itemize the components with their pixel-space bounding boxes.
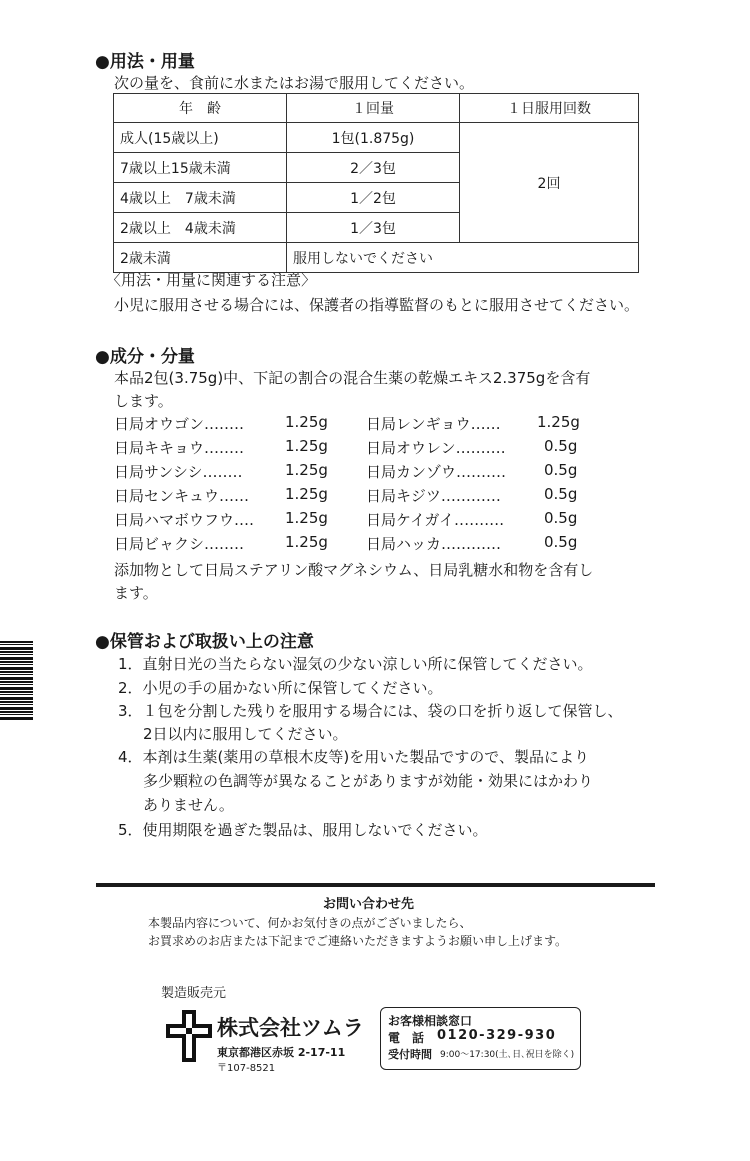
ingredient-name: 日局カンゾウ‥‥‥‥‥: [366, 463, 507, 481]
ingredients-intro-line2: します。: [114, 392, 173, 410]
company-postal: 〒107-8521: [217, 1063, 276, 1074]
ingredient-name: 日局オウゴン‥‥‥‥: [114, 415, 245, 433]
age-cell: 4歳以上 7歳未満: [114, 183, 287, 213]
additive-line1: 添加物として日局ステアリン酸マグネシウム、日局乳糖水和物を含有し: [114, 561, 594, 579]
dose-cell: 1／2包: [287, 183, 460, 213]
table-row: [114, 123, 639, 153]
ingredient-name: 日局サンシシ‥‥‥‥: [114, 463, 243, 481]
contact-title: お問い合わせ先: [323, 897, 415, 912]
ingredient-name: 日局キキョウ‥‥‥‥: [114, 439, 245, 457]
ingredients-heading: ●成分・分量: [95, 347, 195, 367]
company-address: 東京都港区赤坂 2-17-11: [217, 1046, 346, 1059]
company-logo-icon: [166, 1010, 212, 1062]
storage-item-cont: 2日以内に服用してください。: [143, 725, 348, 743]
times-cell: 2回: [460, 123, 639, 243]
ingredient-amount: 1.25g: [285, 533, 328, 551]
ingredient-amount: 0.5g: [544, 437, 578, 455]
ingredient-amount: 1.25g: [537, 413, 580, 431]
ingredient-name: 日局ハマボウフウ‥‥: [114, 511, 255, 529]
storage-heading: ●保管および取扱い上の注意: [95, 632, 314, 652]
storage-item-cont: ありません。: [143, 796, 234, 814]
divider: [96, 883, 655, 887]
dose-cell: 1包(1.875g): [287, 123, 460, 153]
ingredients-intro-line1: 本品2包(3.75g)中、下記の割合の混合生薬の乾燥エキス2.375gを含有: [114, 369, 591, 387]
ingredient-name: 日局レンギョウ‥‥‥: [366, 415, 501, 433]
ingredient-name: 日局キジツ‥‥‥‥‥‥: [366, 487, 501, 505]
contact-line2: お買求めのお店または下記までご連絡いただきますようお願い申し上げます。: [148, 934, 568, 948]
header-age: 年 齢: [114, 94, 287, 123]
table-row: [114, 243, 639, 273]
age-cell: 2歳未満: [114, 243, 287, 273]
company-name: 株式会社ツムラ: [217, 1016, 364, 1040]
usage-note-heading: 〈用法・用量に関連する注意〉: [106, 271, 317, 289]
storage-item: 5．使用期限を過ぎた製品は、服用しないでください。: [118, 821, 488, 839]
hours-label: 受付時間: [388, 1048, 432, 1061]
ingredient-amount: 1.25g: [285, 413, 328, 431]
ingredient-amount: 1.25g: [285, 437, 328, 455]
ingredient-name: 日局ケイガイ‥‥‥‥‥: [366, 511, 505, 529]
phone-number: 0120-329-930: [437, 1028, 557, 1043]
ingredient-name: 日局ビャクシ‥‥‥‥: [114, 535, 245, 553]
usage-heading: ●用法・用量: [95, 52, 195, 72]
table-header-row: [114, 94, 639, 123]
usage-intro: 次の量を、食前に水またはお湯で服用してください。: [114, 74, 475, 92]
ingredient-amount: 1.25g: [285, 461, 328, 479]
usage-note-text: 小児に服用させる場合には、保護者の指導監督のもとに服用させてください。: [114, 296, 640, 314]
under2-note: 服用しないでください: [287, 243, 639, 273]
ingredient-amount: 0.5g: [544, 509, 578, 527]
contact-line1: 本製品内容について、何かお気付きの点がございましたら、: [148, 916, 472, 930]
header-times: １日服用回数: [460, 94, 639, 123]
dose-cell: 2／3包: [287, 153, 460, 183]
storage-item: 1．直射日光の当たらない湿気の少ない涼しい所に保管してください。: [118, 655, 593, 673]
storage-item-cont: 多少顆粒の色調等が異なることがありますが効能・効果にはかわり: [143, 772, 594, 790]
header-dose: １回量: [287, 94, 460, 123]
ingredient-amount: 0.5g: [544, 485, 578, 503]
ingredient-amount: 0.5g: [544, 533, 578, 551]
ingredient-name: 日局センキュウ‥‥‥: [114, 487, 250, 505]
phone-label: 電 話: [388, 1031, 425, 1045]
customer-center-title: お客様相談窓口: [388, 1014, 473, 1028]
maker-label: 製造販売元: [161, 986, 227, 1001]
ingredient-amount: 0.5g: [544, 461, 578, 479]
age-cell: 2歳以上 4歳未満: [114, 213, 287, 243]
storage-item: 4．本剤は生薬(薬用の草根木皮等)を用いた製品ですので、製品により: [118, 748, 589, 766]
ingredient-amount: 1.25g: [285, 485, 328, 503]
ingredient-amount: 1.25g: [285, 509, 328, 527]
hours-text: 9:00～17:30(土､日､祝日を除く): [440, 1050, 575, 1060]
storage-item: 3．１包を分割した残りを服用する場合には、袋の口を折り返して保管し、: [118, 702, 623, 720]
additive-line2: ます。: [114, 584, 158, 602]
dosage-table: [113, 93, 639, 273]
age-cell: 7歳以上15歳未満: [114, 153, 287, 183]
ingredient-name: 日局オウレン‥‥‥‥‥: [366, 439, 506, 457]
dose-cell: 1／3包: [287, 213, 460, 243]
storage-item: 2．小児の手の届かない所に保管してください。: [118, 679, 443, 697]
age-cell: 成人(15歳以上): [114, 123, 287, 153]
ingredient-name: 日局ハッカ‥‥‥‥‥‥: [366, 535, 502, 553]
barcode: [0, 641, 33, 720]
